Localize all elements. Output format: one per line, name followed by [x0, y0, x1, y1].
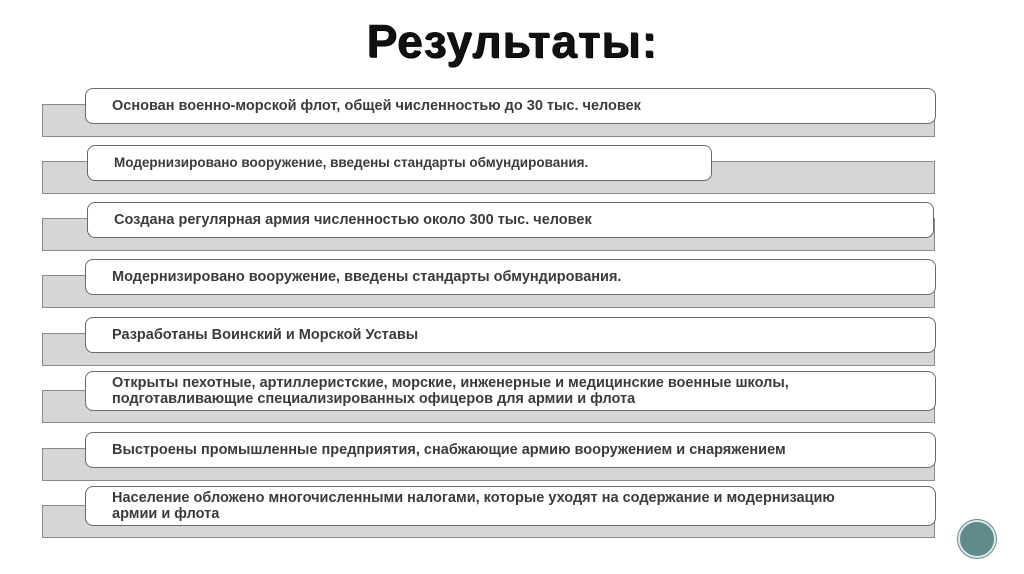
- list-item-text: Модернизировано вооружение, введены стандарты обмундирования.: [87, 145, 712, 181]
- list-item-text: Население обложено многочисленными налогами, которые уходят на содержание и модернизацию армии и флота: [85, 486, 936, 526]
- list-item: [0, 88, 1024, 144]
- slide-logo-icon: [958, 520, 996, 558]
- list-item: [0, 489, 1024, 545]
- list-item: [0, 145, 1024, 201]
- list-item-text: Разработаны Воинский и Морской Уставы: [85, 317, 936, 353]
- list-item-text: Создана регулярная армия численностью около 300 тыс. человек: [87, 202, 934, 238]
- list-item: [0, 432, 1024, 488]
- slide-title: Результаты:: [366, 15, 658, 67]
- list-item-text: Модернизировано вооружение, введены стандарты обмундирования.: [85, 259, 936, 295]
- list-item-text: Открыты пехотные, артиллеристские, морские, инженерные и медицинские военные школы, подготавливающие специализированных офицеров для армии и флота: [85, 371, 936, 411]
- list-item: [0, 374, 1024, 430]
- list-item: [0, 202, 1024, 258]
- list-item: [0, 259, 1024, 315]
- list-item-text: Основан военно-морской флот, общей численностью до 30 тыс. человек: [85, 88, 936, 124]
- list-item-text: Выстроены промышленные предприятия, снабжающие армию вооружением и снаряжением: [85, 432, 936, 468]
- list-item: [0, 317, 1024, 373]
